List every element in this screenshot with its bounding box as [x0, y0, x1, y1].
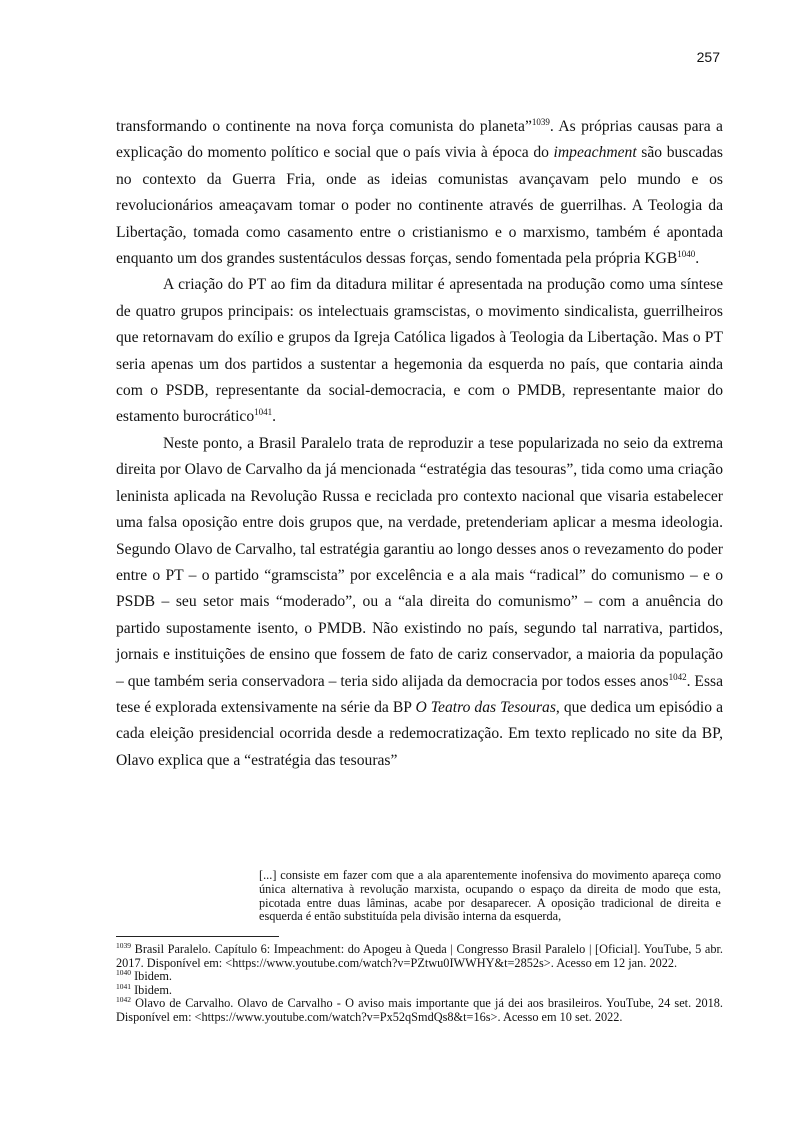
footnote-1039: [116, 940, 723, 970]
paragraph-1-text-a: transformando o continente na nova força comunista do planeta”: [116, 118, 532, 135]
paragraph-2-text-a: A criação do PT ao fim da ditadura militar é apresentada na produção como uma síntese de quatro grupos principais: os intelectuais gramscistas, o movimento sindicalista, guerrilheiros que retornavam do exílio e grupos da Igreja Católica ligados à Teologia da Libertação. Mas o PT seria apenas um dos partidos a sustentar a hegemonia da esquerda no país, que contaria ainda com o PSDB, representante da social-democracia, e com o PMDB, representante maior do estamento burocrático: [116, 276, 723, 426]
footnote-number: 1042: [116, 995, 131, 1005]
paragraph-1-text-b: . As próprias causas para a explicação do momento político e social que o país vivia à época do: [116, 118, 723, 162]
footnote-1040: [116, 970, 723, 984]
paragraph-1-emphasis: impeachment: [553, 144, 637, 162]
footnote-ref-1039: 1039: [531, 116, 550, 127]
footnote-1042: [116, 997, 723, 1024]
page-number: 257: [696, 49, 720, 65]
paragraph-2-text-b: .: [272, 408, 277, 426]
footnote-number: 1040: [116, 968, 131, 978]
paragraph-1: [116, 114, 723, 272]
paragraph-2: [116, 272, 723, 430]
paragraph-1-text-d: .: [695, 250, 700, 268]
block-quote-text: [...] consiste em fazer com que a ala aparentemente inofensiva do movimento apareça como única alternativa à revolução marxista, ocupando o espaço da direita de modo que esta, picotada entre duas lâminas, acabe por desaparecer. A oposição tradicional de direita e esquerda é então substituída pela divisão interna da esquerda,: [259, 868, 721, 924]
paragraph-3-text-b: . Essa tese é explorada extensivamente na série da BP: [116, 672, 723, 716]
footnote-ref-1041: 1041: [254, 407, 273, 418]
footnote-text: Brasil Paralelo. Capítulo 6: Impeachment: do Apogeu à Queda | Congresso Brasil Paralelo | [Oficial]. YouTube, 5 abr. 2017. Disponível em: <https://www.youtube.com/watch?v=PZtwu0IWWHY&t=2852s>. Acesso em 12 jan. 2022.: [116, 942, 723, 970]
footnote-number: 1041: [116, 981, 131, 991]
block-quote: [259, 869, 721, 924]
footnote-number: 1039: [116, 940, 131, 950]
paragraph-3: [116, 431, 723, 774]
footnote-text: Olavo de Carvalho. Olavo de Carvalho - O aviso mais importante que já dei aos brasileiros. YouTube, 24 set. 2018. Disponível em: <https://www.youtube.com/watch?v=Px52qSmdQs8&t=16s>. Acesso em 10 set. 2022.: [116, 996, 723, 1024]
main-text: [116, 114, 723, 774]
footnote-divider: [116, 936, 279, 937]
footnote-text: Ibidem.: [131, 969, 172, 984]
paragraph-3-emphasis: O Teatro das Tesouras: [415, 698, 556, 716]
footnotes: [116, 940, 723, 1025]
paragraph-1-text-c: são buscadas no contexto da Guerra Fria, onde as ideias comunistas avançavam pelo mundo e os revolucionários ameaçavam tomar o poder no continente através de guerrilhas. A Teologia da Libertação, tomada como casamento entre o cristianismo e o marxismo, também é apontada enquanto um dos grandes sustentáculos dessas forças, sendo fomentada pela própria KGB: [116, 144, 723, 268]
footnote-ref-1042: 1042: [668, 671, 687, 682]
paragraph-3-text-a: Neste ponto, a Brasil Paralelo trata de reproduzir a tese popularizada no seio da extrema direita por Olavo de Carvalho da já mencionada “estratégia das tesouras”, tida como uma criação leninista aplicada na Revolução Russa e reciclada pro contexto nacional que visaria estabelecer uma falsa oposição entre dois grupos que, na verdade, pretenderiam aplicar a mesma ideologia. Segundo Olavo de Carvalho, tal estratégia garantiu ao longo desses anos o revezamento do poder entre o PT – o partido “gramscista” por excelência e a ala mais “radical” do comunismo – e o PSDB – seu setor mais “moderado”, ou a “ala direita do comunismo” – com a anuência do partido supostamente isento, o PMDB. Não existindo no país, segundo tal narrativa, partidos, jornais e instituições de ensino que fossem de fato de cariz conservador, a maioria da população – que também seria conservadora – teria sido alijada da democracia por todos esses anos: [116, 434, 723, 690]
footnote-ref-1040: 1040: [677, 248, 696, 259]
paragraph-3-text-c: , que dedica um episódio a cada eleição presidencial ocorrida desde a redemocratização. Em texto replicado no site da BP, Olavo explica que a “estratégia das tesouras”: [116, 698, 723, 769]
footnote-text: Ibidem.: [131, 982, 172, 997]
